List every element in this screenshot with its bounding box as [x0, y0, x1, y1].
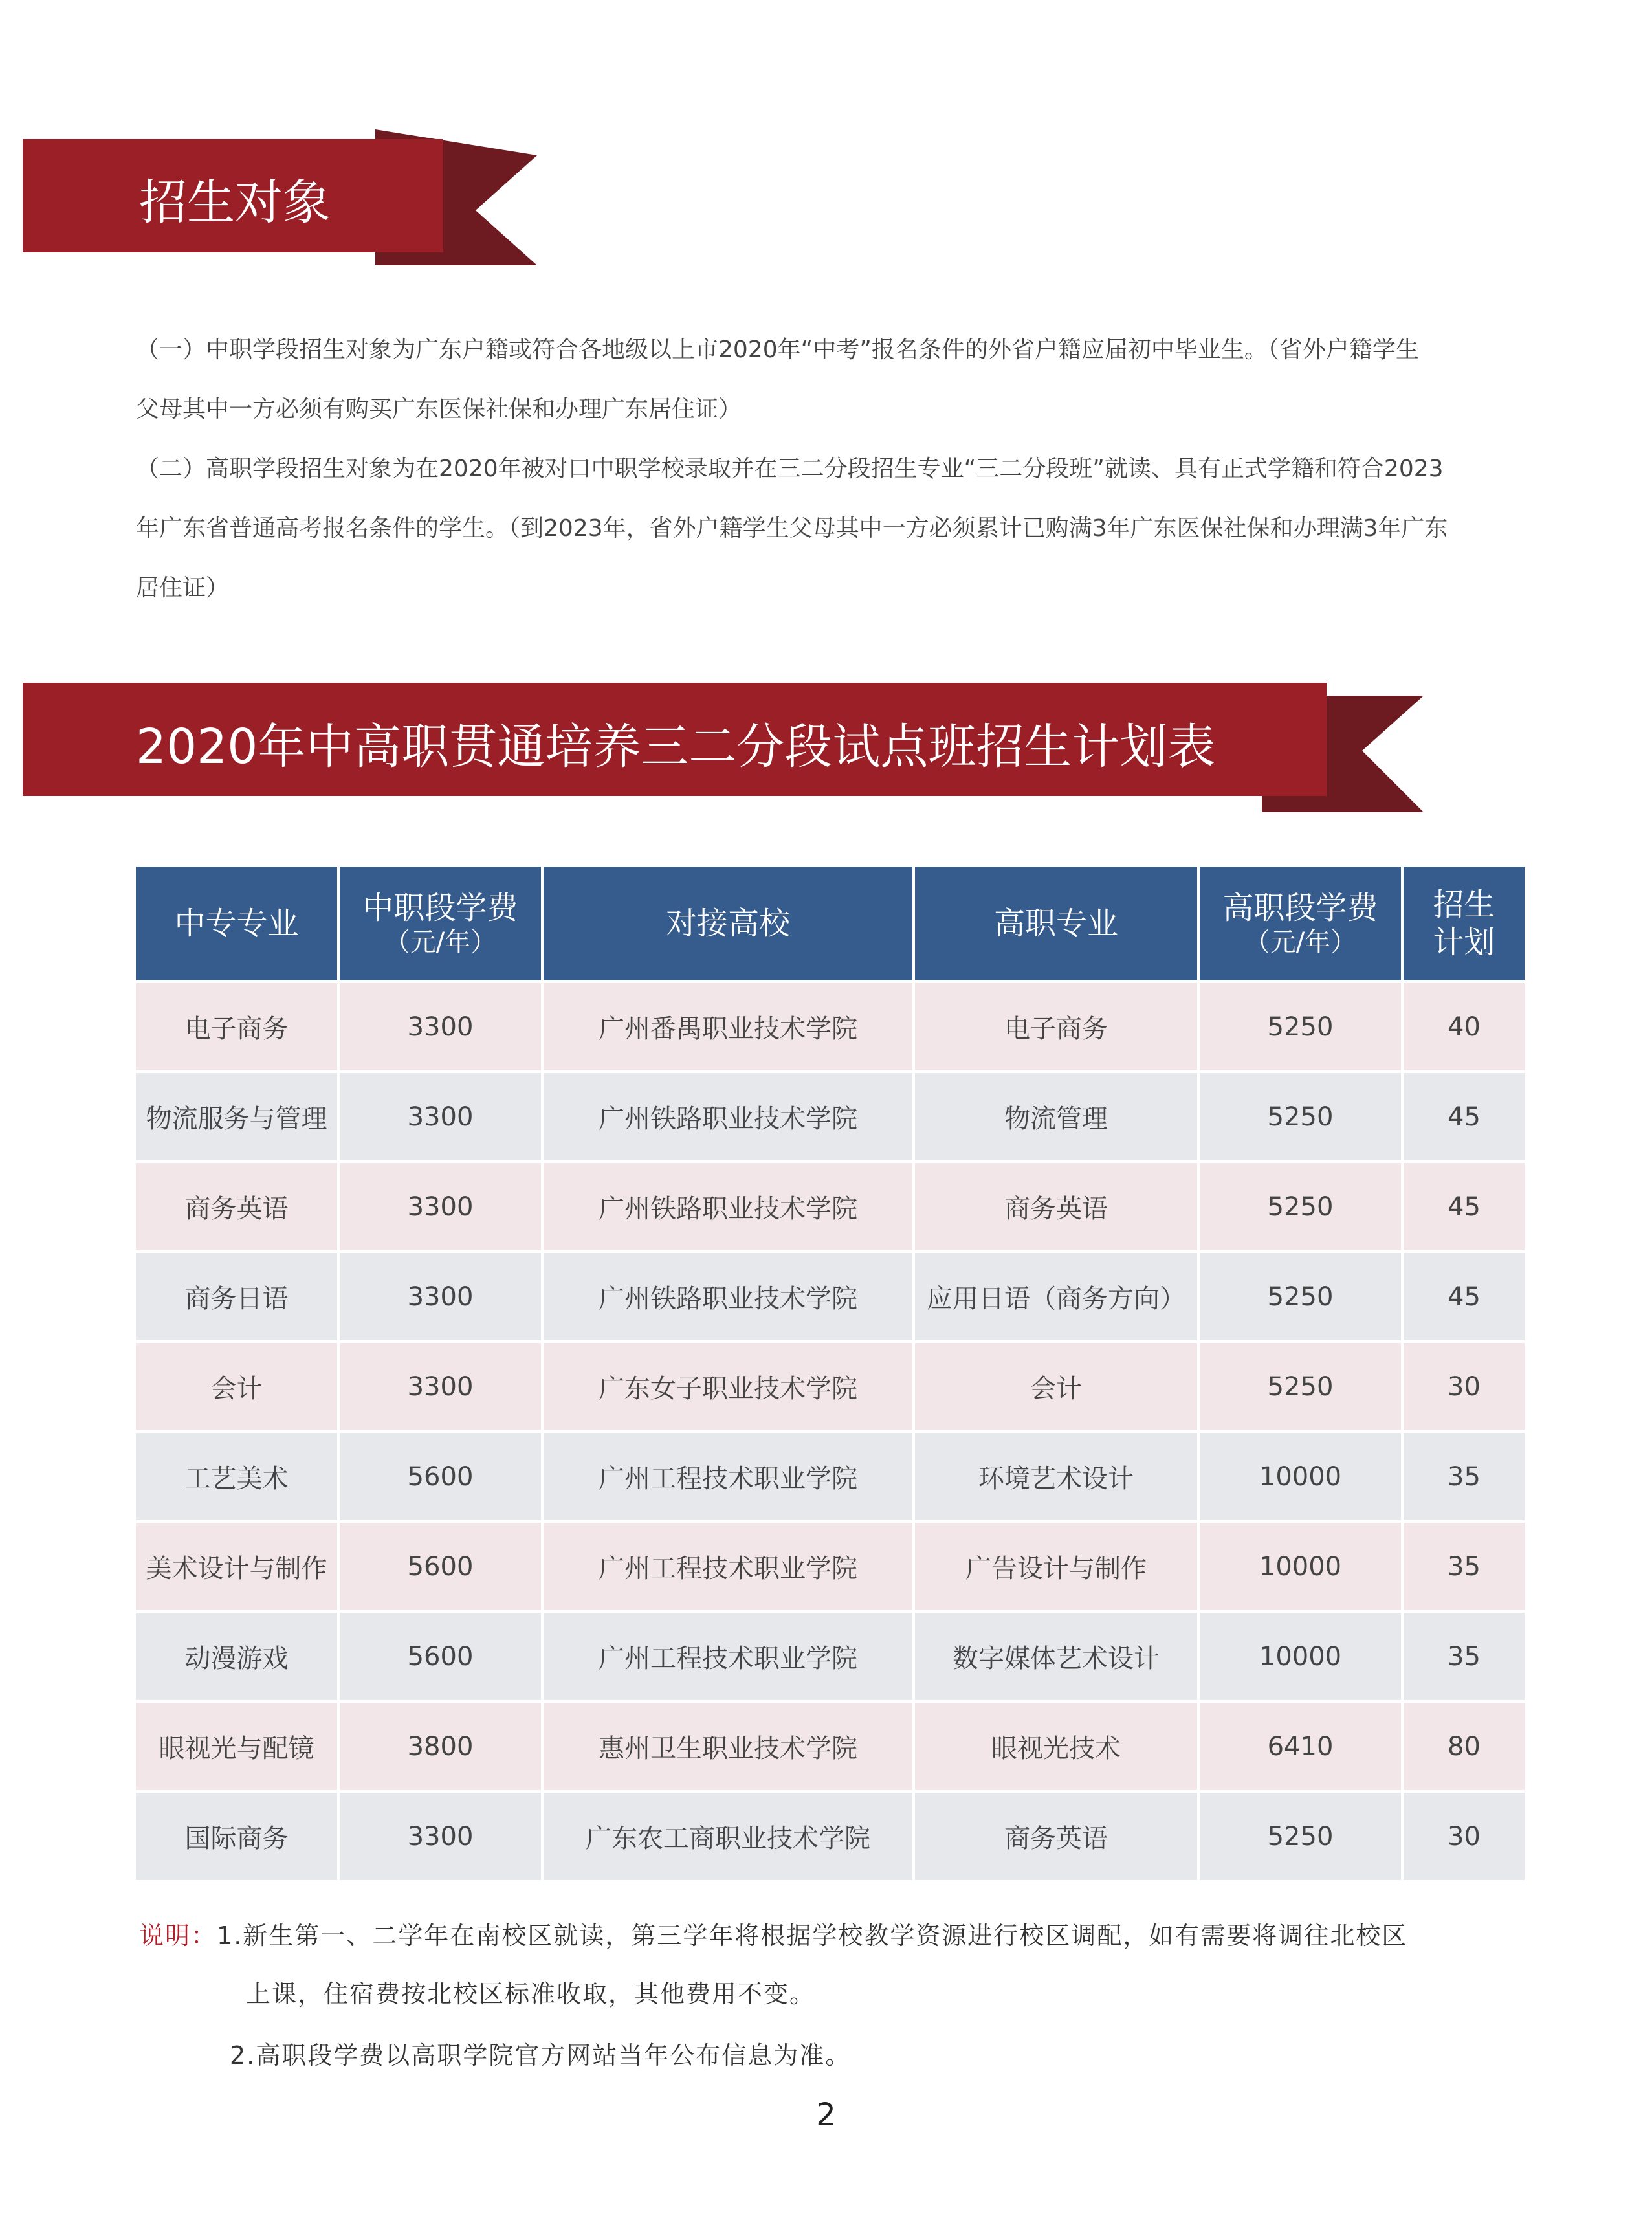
cell-partner-college: 惠州卫生职业技术学院 — [544, 1703, 912, 1790]
intro-line: 居住证） — [136, 575, 230, 601]
header-higher-major: 高职专业 — [915, 867, 1197, 980]
header-secondary-fee: 中职段学费 （元/年） — [340, 867, 541, 980]
cell-partner-college: 广东农工商职业技术学院 — [544, 1793, 912, 1880]
note-2: 2.高职段学费以高职学院官方网站当年公布信息为准。 — [230, 2041, 852, 2070]
cell-partner-college: 广州铁路职业技术学院 — [544, 1073, 912, 1160]
note-1-line-2: 上课，住宿费按北校区标准收取，其他费用不变。 — [246, 1980, 816, 2008]
cell-secondary-fee: 3300 — [340, 1343, 541, 1430]
cell-plan: 30 — [1404, 1343, 1525, 1430]
intro-line: 父母其中一方必须有购买广东医保社保和办理广东居住证） — [136, 396, 742, 423]
cell-higher-major: 广告设计与制作 — [915, 1523, 1197, 1610]
enrollment-targets-text — [136, 320, 1527, 618]
table-row — [136, 1793, 1525, 1880]
cell-secondary-major: 电子商务 — [136, 983, 337, 1070]
cell-higher-fee: 6410 — [1200, 1703, 1401, 1790]
enrollment-plan-table — [133, 864, 1527, 1883]
cell-secondary-major: 商务英语 — [136, 1163, 337, 1250]
cell-secondary-major: 国际商务 — [136, 1793, 337, 1880]
cell-secondary-major: 会计 — [136, 1343, 337, 1430]
cell-secondary-fee: 5600 — [340, 1613, 541, 1700]
table-row — [136, 1523, 1525, 1610]
cell-higher-major: 数字媒体艺术设计 — [915, 1613, 1197, 1700]
cell-plan: 35 — [1404, 1613, 1525, 1700]
cell-higher-major: 商务英语 — [915, 1163, 1197, 1250]
cell-partner-college: 广州工程技术职业学院 — [544, 1613, 912, 1700]
cell-secondary-fee: 5600 — [340, 1523, 541, 1610]
table-row — [136, 1433, 1525, 1520]
cell-plan: 45 — [1404, 1073, 1525, 1160]
cell-higher-major: 物流管理 — [915, 1073, 1197, 1160]
cell-plan: 45 — [1404, 1253, 1525, 1340]
cell-higher-fee: 5250 — [1200, 983, 1401, 1070]
cell-higher-fee: 5250 — [1200, 1253, 1401, 1340]
intro-line: 年广东省普通高考报名条件的学生。（到2023年，省外户籍学生父母其中一方必须累计已购满3年广东医保社保和办理满3年广东 — [136, 515, 1448, 542]
cell-secondary-major: 美术设计与制作 — [136, 1523, 337, 1610]
cell-higher-fee: 10000 — [1200, 1613, 1401, 1700]
cell-higher-fee: 5250 — [1200, 1793, 1401, 1880]
cell-plan: 35 — [1404, 1433, 1525, 1520]
table-row — [136, 983, 1525, 1070]
cell-secondary-major: 商务日语 — [136, 1253, 337, 1340]
cell-secondary-fee: 3300 — [340, 1253, 541, 1340]
cell-secondary-major: 动漫游戏 — [136, 1613, 337, 1700]
intro-line: （一）中职学段招生对象为广东户籍或符合各地级以上市2020年“中考”报名条件的外省户籍应届初中毕业生。（省外户籍学生 — [136, 337, 1419, 363]
cell-secondary-major: 物流服务与管理 — [136, 1073, 337, 1160]
section-title: 招生对象 — [139, 175, 331, 230]
notes-label: 说明： — [139, 1921, 217, 1950]
table-row — [136, 1073, 1525, 1160]
cell-secondary-fee: 3300 — [340, 1073, 541, 1160]
cell-higher-major: 环境艺术设计 — [915, 1433, 1197, 1520]
section-banner-enrollment-plan — [0, 676, 1456, 825]
cell-secondary-fee: 3800 — [340, 1703, 541, 1790]
table-row — [136, 1253, 1525, 1340]
cell-higher-fee: 5250 — [1200, 1343, 1401, 1430]
table-row — [136, 1703, 1525, 1790]
cell-partner-college: 广东女子职业技术学院 — [544, 1343, 912, 1430]
page-number: 2 — [816, 2097, 836, 2133]
header-secondary-major: 中专专业 — [136, 867, 337, 980]
cell-partner-college: 广州工程技术职业学院 — [544, 1523, 912, 1610]
cell-partner-college: 广州铁路职业技术学院 — [544, 1253, 912, 1340]
cell-higher-major: 眼视光技术 — [915, 1703, 1197, 1790]
cell-plan: 35 — [1404, 1523, 1525, 1610]
table-row — [136, 1613, 1525, 1700]
section-banner-enrollment-targets — [0, 116, 582, 285]
cell-secondary-major: 工艺美术 — [136, 1433, 337, 1520]
cell-higher-fee: 5250 — [1200, 1073, 1401, 1160]
cell-higher-fee: 10000 — [1200, 1523, 1401, 1610]
intro-line: （二）高职学段招生对象为在2020年被对口中职学校录取并在三二分段招生专业“三二分段班”就读、具有正式学籍和符合2023 — [136, 456, 1444, 482]
table-header-row — [136, 867, 1525, 980]
cell-secondary-fee: 3300 — [340, 1163, 541, 1250]
cell-secondary-fee: 3300 — [340, 983, 541, 1070]
cell-secondary-major: 眼视光与配镜 — [136, 1703, 337, 1790]
cell-partner-college: 广州铁路职业技术学院 — [544, 1163, 912, 1250]
section-title: 2020年中高职贯通培养三二分段试点班招生计划表 — [136, 719, 1216, 775]
note-1-line-1: 说明：1.新生第一、二学年在南校区就读，第三学年将根据学校教学资源进行校区调配，如有需要将调往北校区 — [139, 1921, 1408, 1950]
cell-secondary-fee: 3300 — [340, 1793, 541, 1880]
cell-higher-major: 应用日语（商务方向） — [915, 1253, 1197, 1340]
table-row — [136, 1163, 1525, 1250]
cell-plan: 45 — [1404, 1163, 1525, 1250]
cell-higher-major: 会计 — [915, 1343, 1197, 1430]
cell-higher-fee: 10000 — [1200, 1433, 1401, 1520]
cell-plan: 40 — [1404, 983, 1525, 1070]
header-plan: 招生 计划 — [1404, 867, 1525, 980]
table-row — [136, 1343, 1525, 1430]
cell-higher-major: 电子商务 — [915, 983, 1197, 1070]
header-partner-college: 对接高校 — [544, 867, 912, 980]
header-higher-fee: 高职段学费 （元/年） — [1200, 867, 1401, 980]
cell-higher-fee: 5250 — [1200, 1163, 1401, 1250]
cell-higher-major: 商务英语 — [915, 1793, 1197, 1880]
cell-secondary-fee: 5600 — [340, 1433, 541, 1520]
cell-partner-college: 广州番禺职业技术学院 — [544, 983, 912, 1070]
cell-plan: 30 — [1404, 1793, 1525, 1880]
cell-plan: 80 — [1404, 1703, 1525, 1790]
cell-partner-college: 广州工程技术职业学院 — [544, 1433, 912, 1520]
